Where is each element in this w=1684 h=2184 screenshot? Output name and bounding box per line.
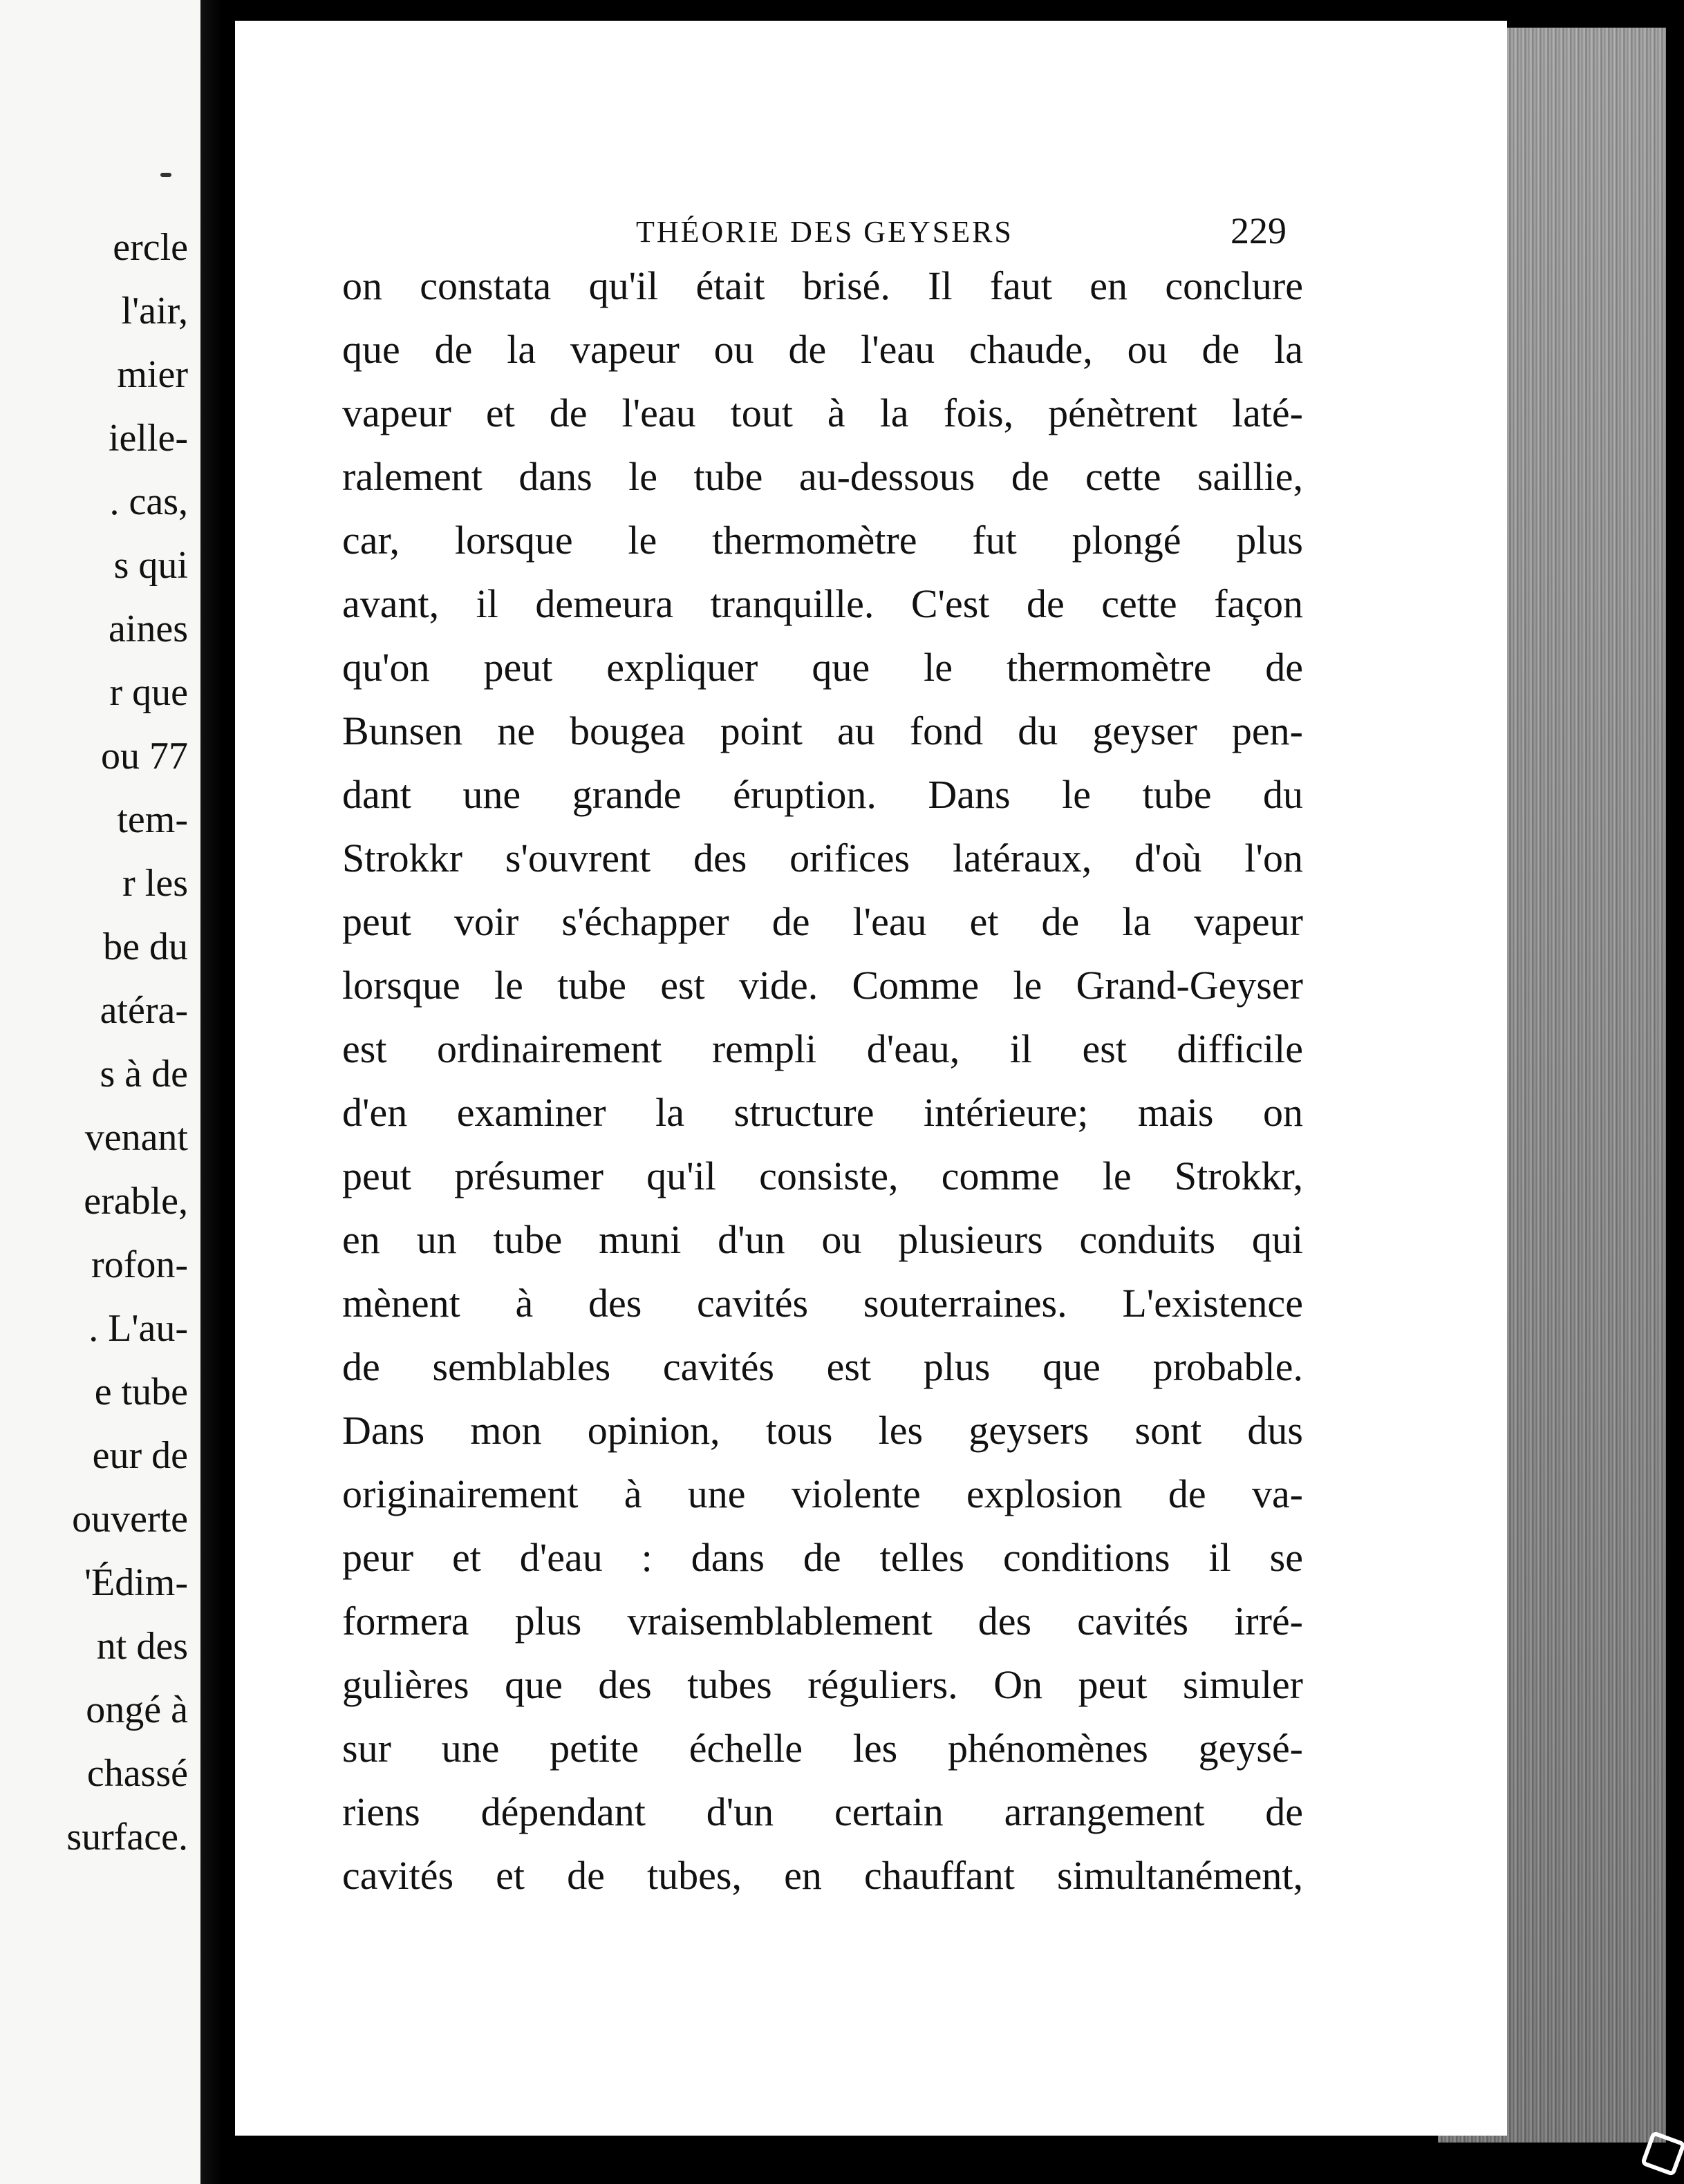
left-facing-page [0,0,200,2184]
text-line: est ordinairement rempli d'eau, il est difficile [342,1026,1303,1071]
text-line: lorsque le tube est vide. Comme le Grand-Geyser [342,963,1303,1008]
left-page-fragment: aines [108,608,188,650]
left-page-fragment: erable, [84,1180,188,1223]
text-line: Bunsen ne bougea point au fond du geyser pen- [342,708,1303,753]
left-page-fragment: atéra- [100,989,188,1032]
text-line: qu'on peut expliquer que le thermomètre de [342,645,1303,690]
left-page-fragment: nt des [96,1625,188,1668]
text-line: formera plus vraisemblablement des cavités irré- [342,1599,1303,1644]
text-line: sur une petite échelle les phénomènes geysé- [342,1726,1303,1771]
running-head: THÉORIE DES GEYSERS [636,215,1013,249]
left-page-fragment: r que [109,671,188,714]
text-line: en un tube muni d'un ou plusieurs conduits qui [342,1217,1303,1262]
text-line: peut présumer qu'il consiste, comme le Strokkr, [342,1154,1303,1198]
text-line: riens dépendant d'un certain arrangement de [342,1789,1303,1834]
left-page-fragment: ongé à [86,1688,188,1731]
text-line: de semblables cavités est plus que probable. [342,1344,1303,1389]
left-page-fragment: ielle- [108,417,188,460]
left-page-fragment: ouverte [72,1498,188,1541]
page-number: 229 [1231,210,1287,252]
text-line: car, lorsque le thermomètre fut plongé plus [342,518,1303,563]
text-line: cavités et de tubes, en chauffant simultanément, [342,1853,1303,1898]
text-line: on constata qu'il était brisé. Il faut en conclure [342,263,1303,308]
left-page-fragment: chassé [86,1752,188,1795]
text-line: avant, il demeura tranquille. C'est de cette façon [342,581,1303,626]
left-page-fragment: ou 77 [101,735,188,778]
text-line: ralement dans le tube au-dessous de cette saillie, [342,454,1303,499]
text-line: d'en examiner la structure intérieure; mais on [342,1090,1303,1135]
left-page-fragment: rofon- [91,1243,188,1286]
left-page-fragment: . cas, [109,480,188,523]
left-page-fragment: s à de [100,1053,188,1095]
left-page-fragment: . L'au- [88,1307,188,1350]
text-line: mènent à des cavités souterraines. L'existence [342,1281,1303,1326]
left-page-fragment: e tube [94,1371,188,1413]
left-page-fragment: mier [117,353,188,396]
left-page-fragment: be du [103,925,188,968]
left-page-fragment: surface. [66,1816,188,1858]
text-line: Dans mon opinion, tous les geysers sont dus [342,1408,1303,1453]
ink-speck [160,173,171,177]
left-page-fragment: tem- [117,798,188,841]
left-page-fragment: s qui [113,544,188,587]
text-line: dant une grande éruption. Dans le tube du [342,772,1303,817]
text-line: gulières que des tubes réguliers. On peut simuler [342,1662,1303,1707]
left-page-fragment: venant [84,1116,188,1159]
text-line: originairement à une violente explosion de va- [342,1471,1303,1516]
text-line: vapeur et de l'eau tout à la fois, pénètrent laté- [342,390,1303,435]
text-line: Strokkr s'ouvrent des orifices latéraux, d'où l'on [342,836,1303,881]
text-line: peut voir s'échapper de l'eau et de la vapeur [342,899,1303,944]
gutter-shadow [200,0,235,2184]
left-page-fragment: 'Édim- [84,1561,188,1604]
text-line: que de la vapeur ou de l'eau chaude, ou de la [342,327,1303,372]
left-page-fragment: l'air, [121,290,188,332]
text-line: peur et d'eau : dans de telles conditions il se [342,1535,1303,1580]
left-page-fragment: ercle [113,226,188,269]
body-text [342,254,1303,1908]
left-page-fragment: r les [122,862,188,905]
left-page-fragment: eur de [92,1434,188,1477]
